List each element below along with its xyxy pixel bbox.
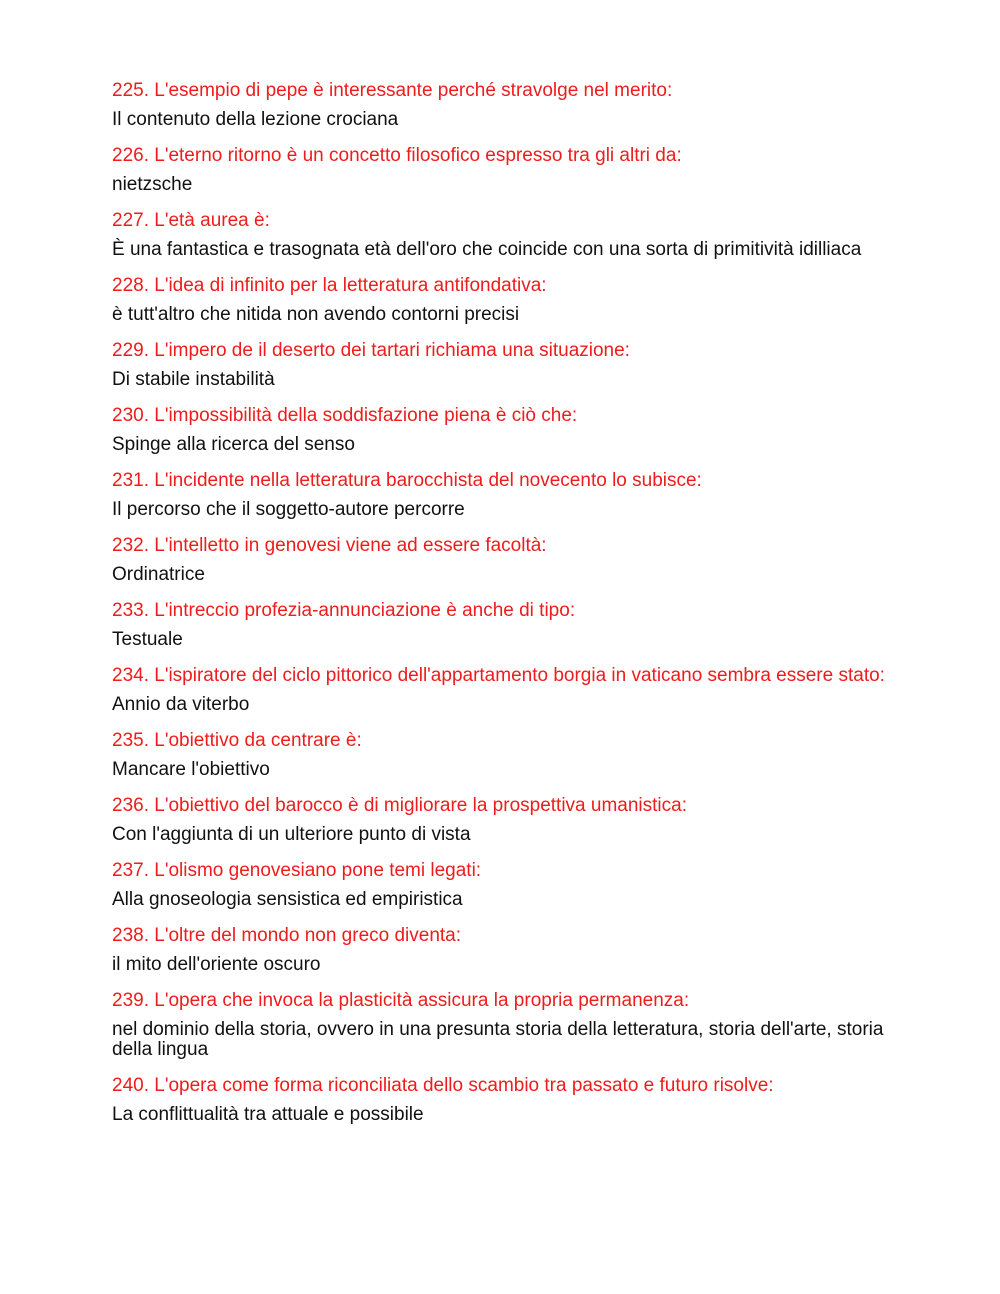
answer-text: Testuale [112, 629, 183, 650]
qa-item [112, 731, 900, 780]
qa-item [112, 991, 900, 1060]
answer-text: Annio da viterbo [112, 694, 250, 715]
question-text: 226. L'eterno ritorno è un concetto filosofico espresso tra gli altri da: [112, 145, 682, 166]
question-text: 235. L'obiettivo da centrare è: [112, 730, 362, 751]
answer-text: Il percorso che il soggetto-autore percorre [112, 499, 465, 520]
qa-item [112, 276, 900, 325]
question-text: 232. L'intelletto in genovesi viene ad essere facoltà: [112, 535, 547, 556]
qa-item [112, 861, 900, 910]
qa-item [112, 81, 900, 130]
question-text: 229. L'impero de il deserto dei tartari richiama una situazione: [112, 340, 630, 361]
question-text: 236. L'obiettivo del barocco è di migliorare la prospettiva umanistica: [112, 795, 687, 816]
question-text: 225. L'esempio di pepe è interessante perché stravolge nel merito: [112, 80, 673, 101]
question-text: 238. L'oltre del mondo non greco diventa: [112, 925, 462, 946]
question-text: 239. L'opera che invoca la plasticità assicura la propria permanenza: [112, 990, 690, 1011]
qa-item [112, 1076, 900, 1125]
answer-text: La conflittualità tra attuale e possibile [112, 1104, 424, 1125]
answer-text: Spinge alla ricerca del senso [112, 434, 355, 455]
qa-item [112, 146, 900, 195]
answer-text: Di stabile instabilità [112, 369, 275, 390]
question-text: 237. L'olismo genovesiano pone temi legati: [112, 860, 482, 881]
question-text: 231. L'incidente nella letteratura barocchista del novecento lo subisce: [112, 470, 702, 491]
qa-item [112, 211, 900, 260]
question-text: 240. L'opera come forma riconciliata dello scambio tra passato e futuro risolve: [112, 1075, 774, 1096]
answer-text: Ordinatrice [112, 564, 205, 585]
answer-text: È una fantastica e trasognata età dell'oro che coincide con una sorta di primitività idilliaca [112, 239, 862, 260]
qa-item [112, 796, 900, 845]
question-text: 230. L'impossibilità della soddisfazione piena è ciò che: [112, 405, 578, 426]
qa-item [112, 601, 900, 650]
answer-text: Mancare l'obiettivo [112, 759, 270, 780]
question-text: 227. L'età aurea è: [112, 210, 270, 231]
answer-text: Alla gnoseologia sensistica ed empiristica [112, 889, 463, 910]
qa-item [112, 666, 900, 715]
question-text: 233. L'intreccio profezia-annunciazione è anche di tipo: [112, 600, 576, 621]
qa-item [112, 536, 900, 585]
answer-text: è tutt'altro che nitida non avendo contorni precisi [112, 304, 520, 325]
question-text: 228. L'idea di infinito per la letteratura antifondativa: [112, 275, 547, 296]
answer-text: nietzsche [112, 174, 193, 195]
answer-text: il mito dell'oriente oscuro [112, 954, 321, 975]
answer-text: nel dominio della storia, ovvero in una presunta storia della letteratura, storia dell'arte, storia della lingua [112, 1019, 884, 1060]
answer-text: Il contenuto della lezione crociana [112, 109, 399, 130]
question-text: 234. L'ispiratore del ciclo pittorico dell'appartamento borgia in vaticano sembra essere stato: [112, 665, 885, 686]
qa-item [112, 471, 900, 520]
qa-item [112, 341, 900, 390]
qa-item [112, 926, 900, 975]
qa-item [112, 406, 900, 455]
answer-text: Con l'aggiunta di un ulteriore punto di vista [112, 824, 471, 845]
